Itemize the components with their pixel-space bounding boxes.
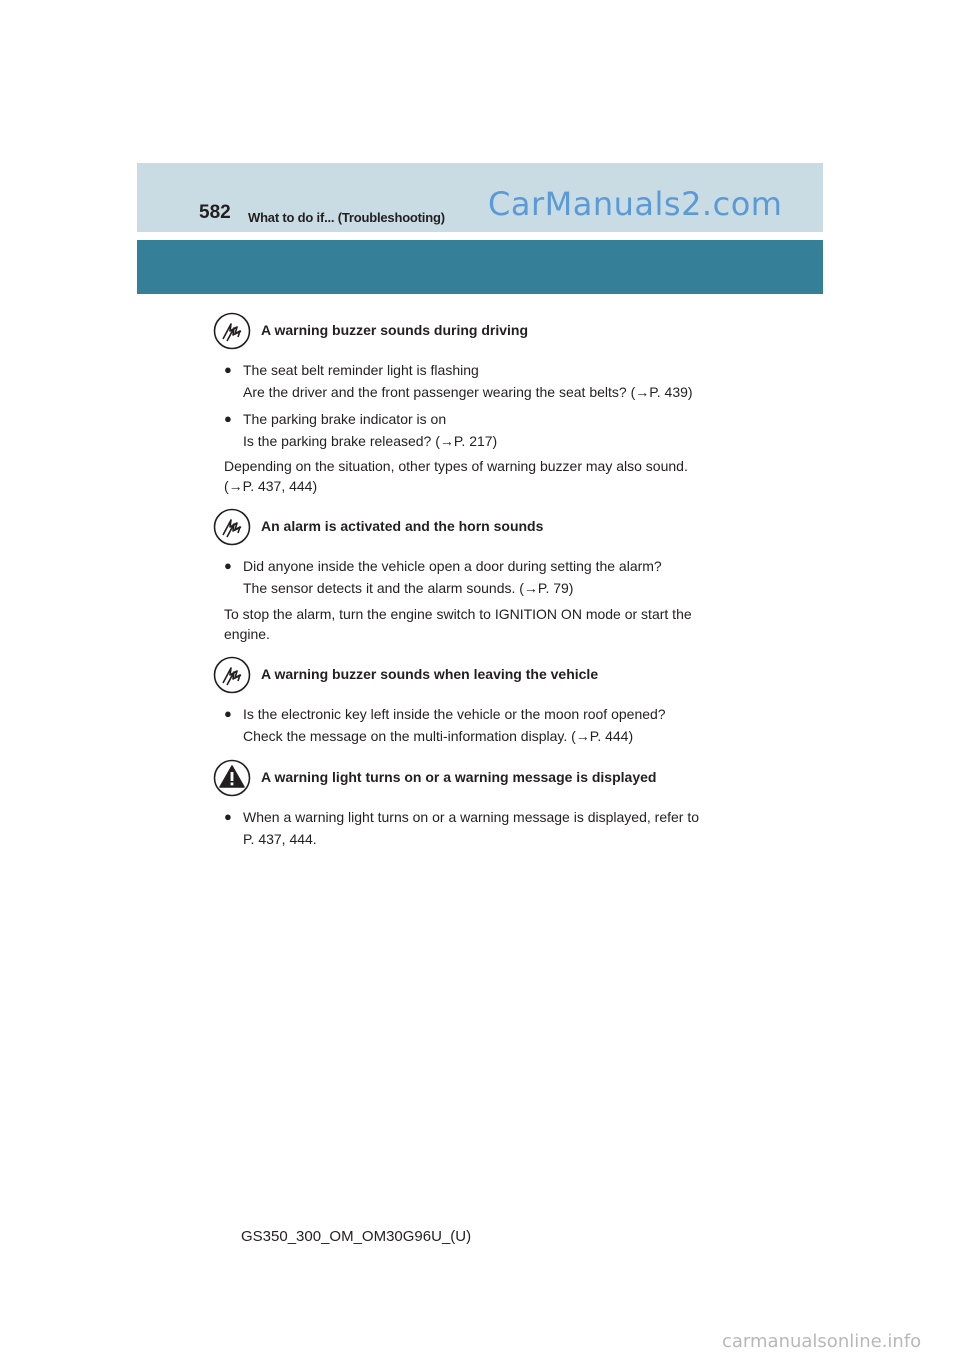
footer-watermark[interactable]: carmanualsonline.info [722, 1331, 922, 1352]
section-title-text: A warning buzzer sounds when leaving the vehicle [261, 666, 599, 682]
bullet-text: Did anyone inside the vehicle open a door during setting the alarm? [243, 558, 662, 574]
lightning-bolt-icon [213, 508, 251, 546]
bullet-text: When a warning light turns on or a warning message is displayed, refer to [243, 809, 700, 825]
title-bar [137, 240, 823, 294]
section-title-text: An alarm is activated and the horn sounds [261, 518, 544, 534]
bullet-subtext: Are the driver and the front passenger wearing the seat belts? (→P. 439) [243, 384, 693, 400]
section-title-text: A warning light turns on or a warning message is displayed [261, 769, 657, 785]
bullet-subtext: Check the message on the multi-information display. (→P. 444) [243, 728, 634, 744]
bullet-icon: ● [224, 411, 232, 426]
page-number: 582 [199, 202, 231, 223]
note-line: To stop the alarm, turn the engine switch to IGNITION ON mode or start the [224, 606, 692, 622]
note-paragraph [224, 604, 764, 644]
bullet-text: The parking brake indicator is on [243, 411, 447, 427]
lightning-bolt-icon [213, 656, 251, 694]
bullet-icon: ● [224, 558, 232, 573]
bullet-subtext: Is the parking brake released? (→P. 217) [243, 433, 498, 449]
bullet-icon: ● [224, 809, 232, 824]
section-title: What to do if... (Troubleshooting) [248, 210, 445, 225]
watermark-logo[interactable]: CarManuals2.com [488, 185, 783, 223]
bullet-icon: ● [224, 706, 232, 721]
note-line: engine. [224, 626, 270, 642]
warning-triangle-icon [213, 759, 251, 797]
bullet-text: The seat belt reminder light is flashing [243, 362, 479, 378]
bullet-subtext: P. 437, 444. [243, 831, 317, 847]
bullet-text: Is the electronic key left inside the vehicle or the moon roof opened? [243, 706, 666, 722]
section-title-text: A warning buzzer sounds during driving [261, 322, 529, 338]
document-code: GS350_300_OM_OM30G96U_(U) [241, 1228, 472, 1245]
note-paragraph [224, 456, 764, 496]
bullet-subtext: The sensor detects it and the alarm sounds. (→P. 79) [243, 580, 574, 596]
bullet-icon: ● [224, 362, 232, 377]
note-line: (→P. 437, 444) [224, 478, 318, 494]
lightning-bolt-icon [213, 312, 251, 350]
note-line: Depending on the situation, other types of warning buzzer may also sound. [224, 458, 688, 474]
